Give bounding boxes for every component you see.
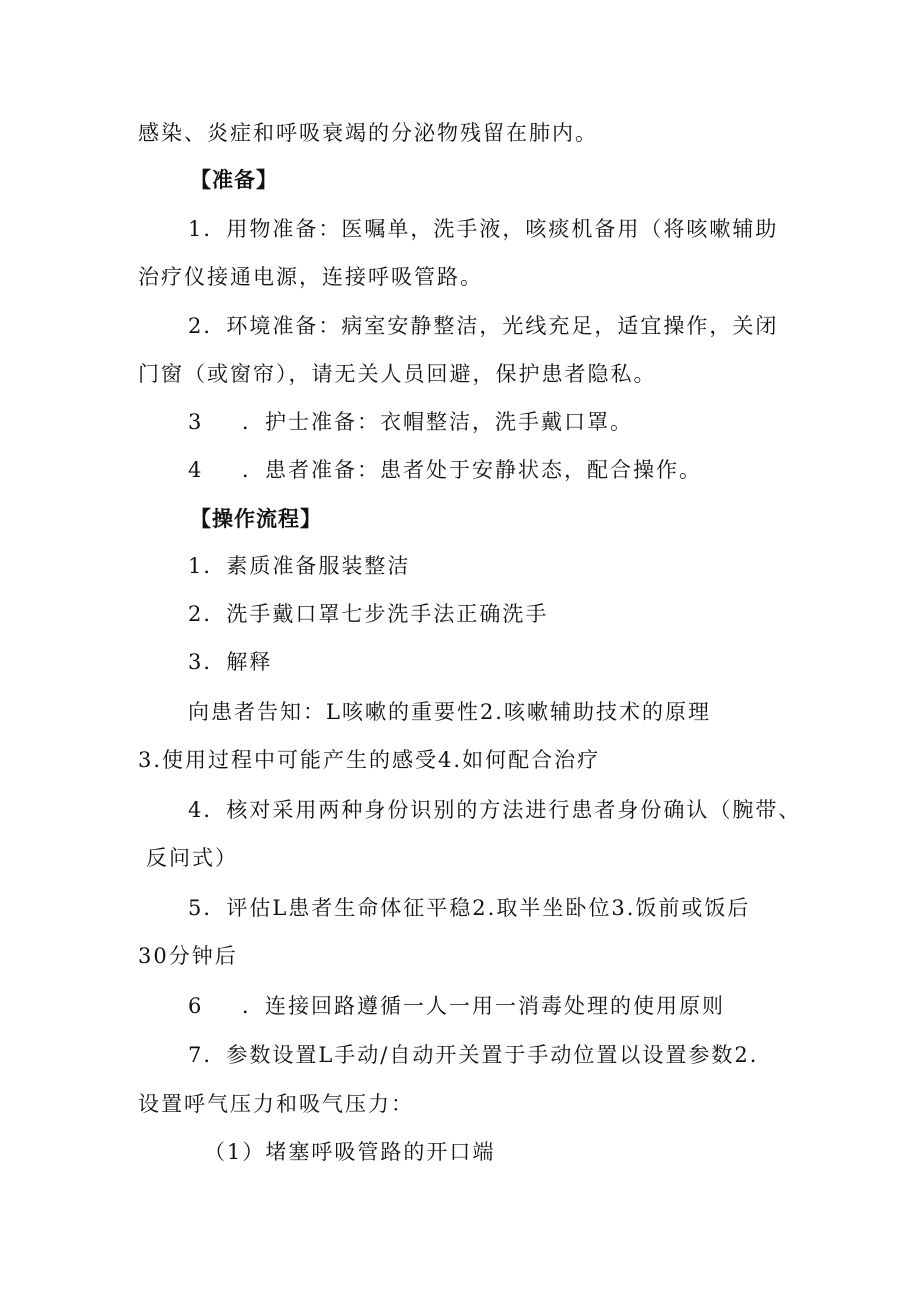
- flow-item-6-text: ．连接回路遵循一人一用一消毒处理的使用原则: [242, 994, 725, 1018]
- section-heading-procedure: 【操作流程】: [190, 506, 322, 531]
- flow-item-7-line-1: 7．参数设置L手动/自动开关置于手动位置以设置参数2.: [188, 1043, 759, 1067]
- flow-item-7-line-2: 设置呼气压力和吸气压力：: [138, 1092, 414, 1116]
- flow-item-1: 1．素质准备服装整洁: [188, 554, 411, 578]
- section-heading-preparation: 【准备】: [190, 167, 278, 192]
- prep-item-4-number: 4: [188, 458, 204, 482]
- prep-item-1-line-2: 治疗仪接通电源，连接呼吸管路。: [138, 265, 483, 289]
- flow-item-4-line-2: 反问式）: [146, 846, 238, 870]
- flow-item-3-detail-line-2: 3.使用过程中可能产生的感受4.如何配合治疗: [138, 748, 601, 772]
- prep-item-4-text: ．患者准备：患者处于安静状态，配合操作。: [242, 458, 702, 482]
- prep-item-3: [188, 407, 633, 437]
- flow-item-5-line-1: 5．评估L患者生命体征平稳2.取半坐卧位3.饭前或饭后: [188, 896, 751, 920]
- flow-item-6-number: 6: [188, 994, 204, 1018]
- paragraph-continuation: 感染、炎症和呼吸衰竭的分泌物残留在肺内。: [138, 121, 598, 145]
- flow-item-2: 2．洗手戴口罩七步洗手法正确洗手: [188, 602, 549, 626]
- prep-item-3-number: 3: [188, 410, 204, 434]
- flow-item-3: 3．解释: [188, 650, 273, 674]
- flow-item-4-line-1: 4．核对采用两种身份识别的方法进行患者身份确认（腕带、: [188, 798, 802, 822]
- prep-item-4: [188, 455, 702, 485]
- flow-item-6: [188, 991, 725, 1021]
- flow-item-3-detail-line-1: 向患者告知：L咳嗽的重要性2.咳嗽辅助技术的原理: [188, 700, 711, 724]
- prep-item-1-line-1: 1．用物准备：医嘱单，洗手液，咳痰机备用（将咳嗽辅助: [188, 217, 779, 241]
- flow-item-5-line-2: 30分钟后: [138, 944, 238, 968]
- flow-item-7-sub-1: （1）堵塞呼吸管路的开口端: [204, 1140, 496, 1164]
- prep-item-2-line-1: 2．环境准备：病室安静整洁，光线充足，适宜操作，关闭: [188, 314, 779, 338]
- prep-item-3-text: ．护士准备：衣帽整洁，洗手戴口罩。: [242, 410, 633, 434]
- prep-item-2-line-2: 门窗（或窗帘），请无关人员回避，保护患者隐私。: [138, 362, 657, 386]
